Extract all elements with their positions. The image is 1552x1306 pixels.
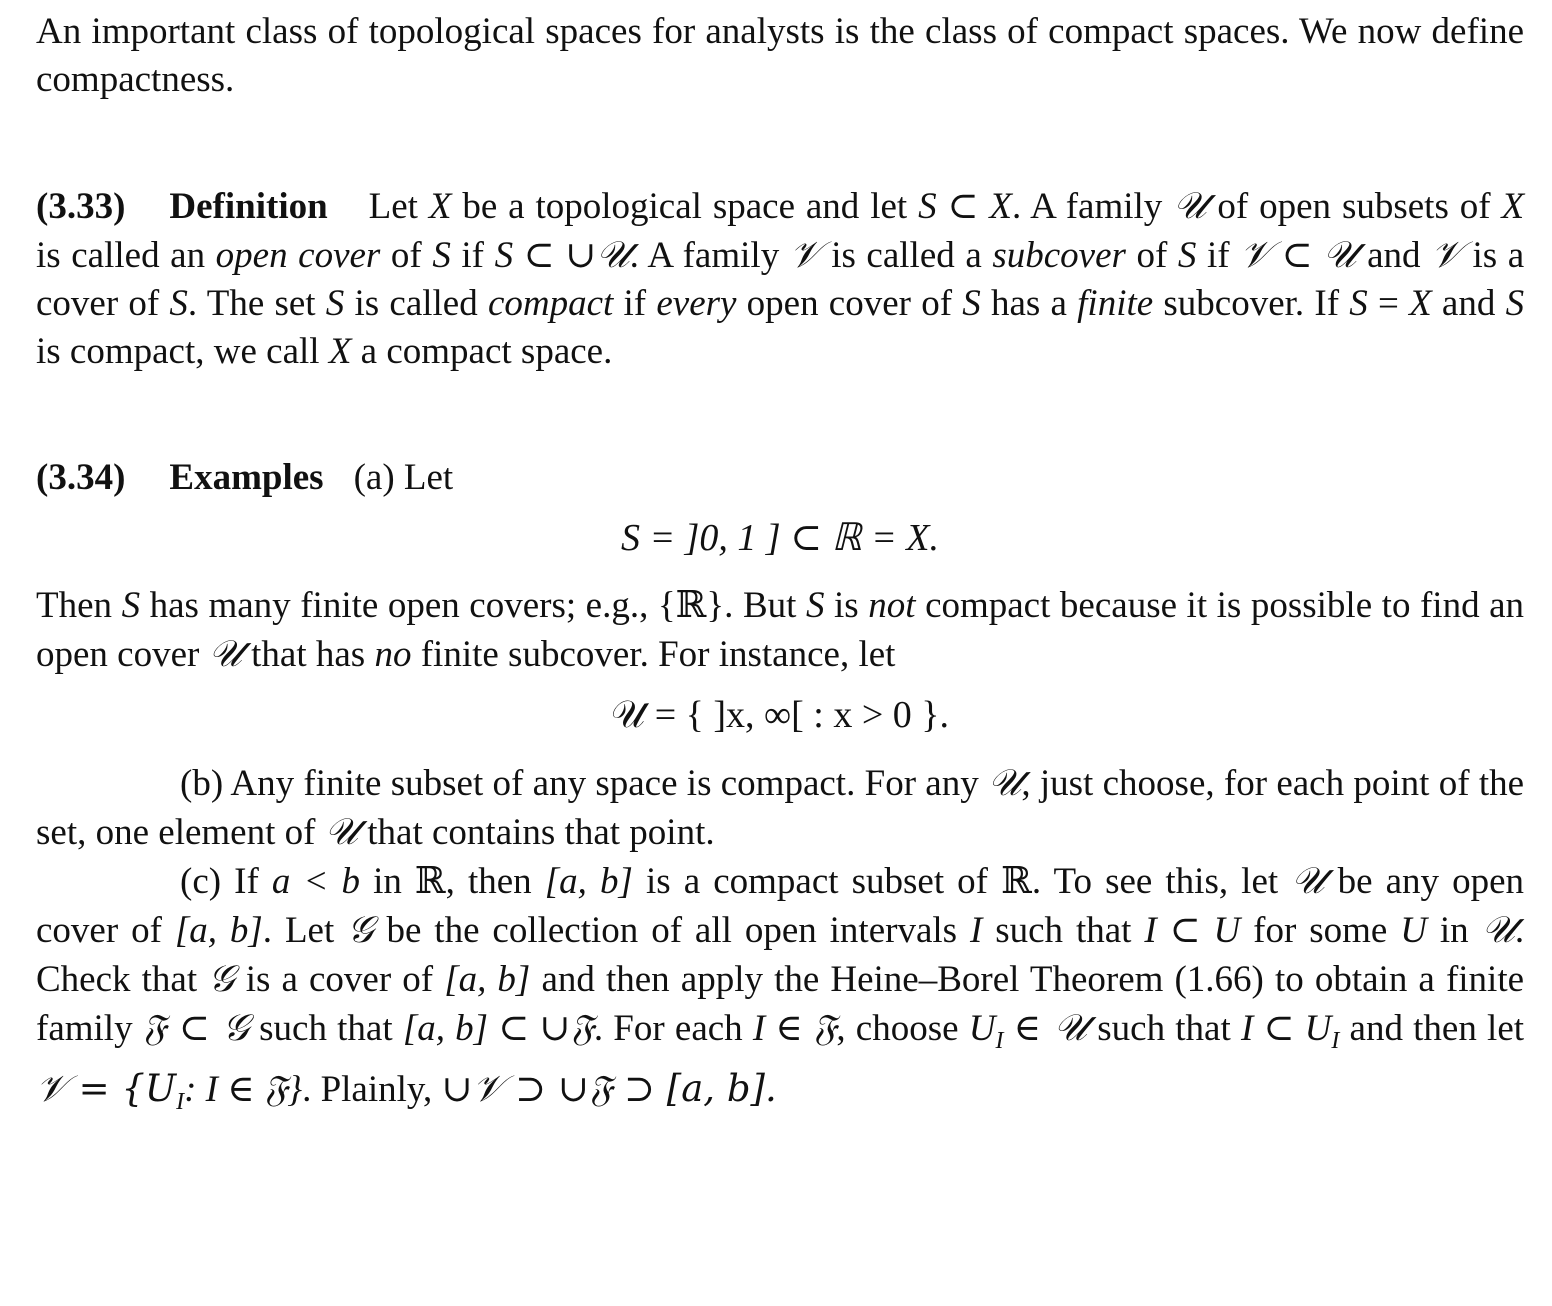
term-subcover: subcover [992,235,1126,276]
page [36,8,1524,1126]
example-b-paragraph: (b) Any finite subset of any space is compact. For any 𝒰, just choose, for each point of the set, one element of 𝒰 that contains that point. [36,761,1525,853]
example-c-paragraph: (c) If a < b in ℝ, then [a, b] is a compact subset of ℝ. To see this, let 𝒰 be any open cover of [a, b]. Let 𝒢 be the collection of all open intervals I such that I ⊂ U for some U in 𝒰. Check that 𝒢 is a cover of [a, b] and then apply the Heine–Borel Theorem (1.66) to obtain a finite family 𝔉 ⊂ 𝒢 such that [a, b] ⊂ ∪𝔉. For each I ∈ 𝔉, choose $U_I$ ∈ 𝒰 such that I ⊂ $U_I$ and then let 𝒱 = {$U_I$: I ∈ 𝔉}. Plainly, ∪𝒱 ⊃ ∪𝔉 ⊃ [a, b]. [36,859,1525,1115]
term-open-cover: open cover [215,235,381,276]
term-compact: compact [487,283,614,324]
examples-heading: Examples [169,457,324,498]
examples-heading-line [36,454,1524,502]
definition-paragraph: (3.33) Definition Let X be a topological space and let S ⊂ X. A family 𝒰 of open subsets of X is called an open cover of S if S ⊂ ∪𝒰. A family 𝒱 is called a subcover of S if 𝒱 ⊂ 𝒰 and 𝒱 is a cover of S. The set S is called compact if every open cover of S has a finite subcover. If S = X and S is compact, we call X a compact space. [36,184,1525,372]
display-equation-2: 𝒰 = { ]x, ∞[ : x > 0 }. [611,694,949,736]
example-a-paragraph: Then S has many finite open covers; e.g., {ℝ}. But S is not compact because it is possible to find an open cover 𝒰 that has no finite subcover. For instance, let [36,585,1525,675]
definition-number: (3.33) [36,186,126,227]
examples-number: (3.34) [36,457,126,498]
display-equation-1: S = ]0, 1 ] ⊂ ℝ = X. [620,517,939,559]
definition-heading: Definition [169,186,328,227]
intro-paragraph: An important class of topological spaces for analysts is the class of compact spaces. We now define compactness. [36,11,1524,100]
example-a-label: (a) Let [353,457,454,498]
